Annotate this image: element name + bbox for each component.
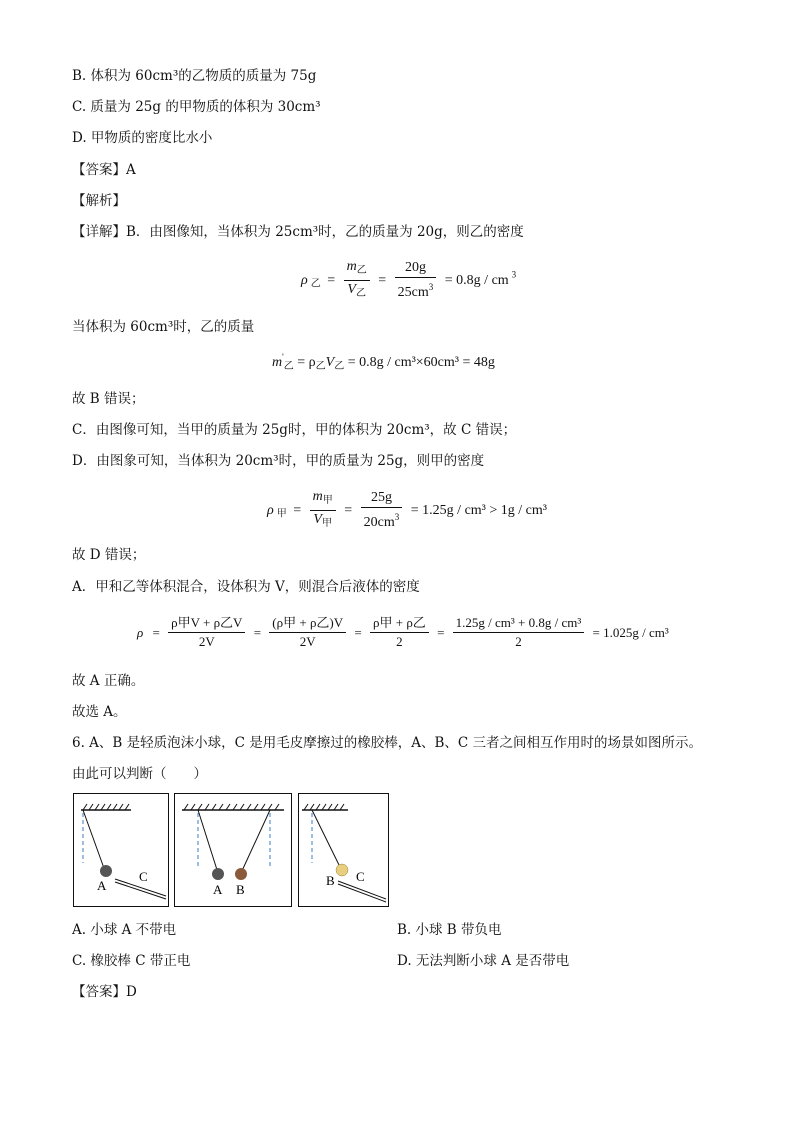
answer-tag: 【答案】A [72, 162, 136, 178]
question-6-line1: 6. A、B 是轻质泡沫小球，C 是用毛皮摩擦过的橡胶棒，A、B、C 三者之间相互作用时的场景如图所示。 [72, 735, 703, 751]
b-wrong-line: 故 B 错误； [72, 391, 145, 407]
label-b: B [236, 882, 245, 897]
option-d-line: D. 甲物质的密度比水小 [72, 130, 213, 146]
detail-b-line: 【详解】B．由图像知，当体积为 25cm³时，乙的质量为 20g，则乙的密度 [72, 224, 524, 240]
q6-option-b: B. 小球 B 带负电 [397, 922, 502, 938]
question-6-line2: 由此可以判断（ ） [72, 766, 207, 782]
a-detail-line: A．甲和乙等体积混合，设体积为 V，则混合后液体的密度 [72, 579, 420, 595]
q6-option-d: D. 无法判断小球 A 是否带电 [397, 953, 570, 969]
when-60-line: 当体积为 60cm³时，乙的质量 [72, 319, 255, 335]
q6-option-a: A. 小球 A 不带电 [72, 922, 177, 938]
density-formula-yi: ρ $_乙$ = $\frac{m_乙}{V_乙}$ = $\frac{20g}{25cm^3}$ = 0.8g / cm $^3$ [301, 259, 517, 300]
c-detail-line: C．由图像可知，当甲的质量为 25g时，甲的体积为 20cm³，故 C 错误； [72, 422, 517, 438]
mass-formula-yi: $m'_乙 = \rho_乙V_乙 = 0.8g / cm^3\times 60cm^3 = 48g$ [272, 352, 495, 372]
ball-a [212, 868, 224, 880]
q6-option-c: C. 橡胶棒 C 带正电 [72, 953, 191, 969]
answer-tag-2: 【答案】D [72, 984, 137, 1000]
option-c-line: C. 质量为 25g 的甲物质的体积为 30cm³ [72, 99, 321, 115]
analysis-tag: 【解析】 [72, 193, 126, 209]
d-detail-line: D．由图象可知，当体积为 20cm³时，甲的质量为 25g，则甲的密度 [72, 453, 485, 469]
a-right-line: 故 A 正确。 [72, 673, 145, 689]
ball-b [235, 868, 247, 880]
label-b: B [326, 873, 335, 888]
label-a: A [97, 878, 107, 893]
density-formula-jia: ρ $_甲$ = $\frac{m_甲}{V_甲}$ = $\frac{25g}{20cm^3}$ = 1.25g / cm³ > 1g / cm³ [267, 489, 547, 530]
option-b-line: B. 体积为 60cm³的乙物质的质量为 75g [72, 68, 317, 84]
label-c: C [356, 869, 365, 884]
choose-a-line: 故选 A。 [72, 704, 127, 720]
ball-a [100, 865, 112, 877]
d-wrong-line: 故 D 错误； [72, 547, 146, 563]
figure-panel-1 [73, 793, 169, 907]
figure-panel-3 [298, 793, 389, 907]
figure-panel-2 [174, 793, 292, 907]
label-c: C [139, 869, 148, 884]
label-a: A [213, 882, 223, 897]
ball-b [336, 864, 348, 876]
mixed-density-formula: ρ = $\frac{\text{ρ甲V + ρ乙V}}{2V}$ = $\frac{\text{(ρ甲 + ρ乙)V}}{2V}$ = $\frac{\text{ρ甲 + ρ乙}}{2}$ = $\frac{\text{1.25g / cm³ + 0.8g / cm³}}{2}$ = 1.025g / cm³ [137, 615, 669, 649]
